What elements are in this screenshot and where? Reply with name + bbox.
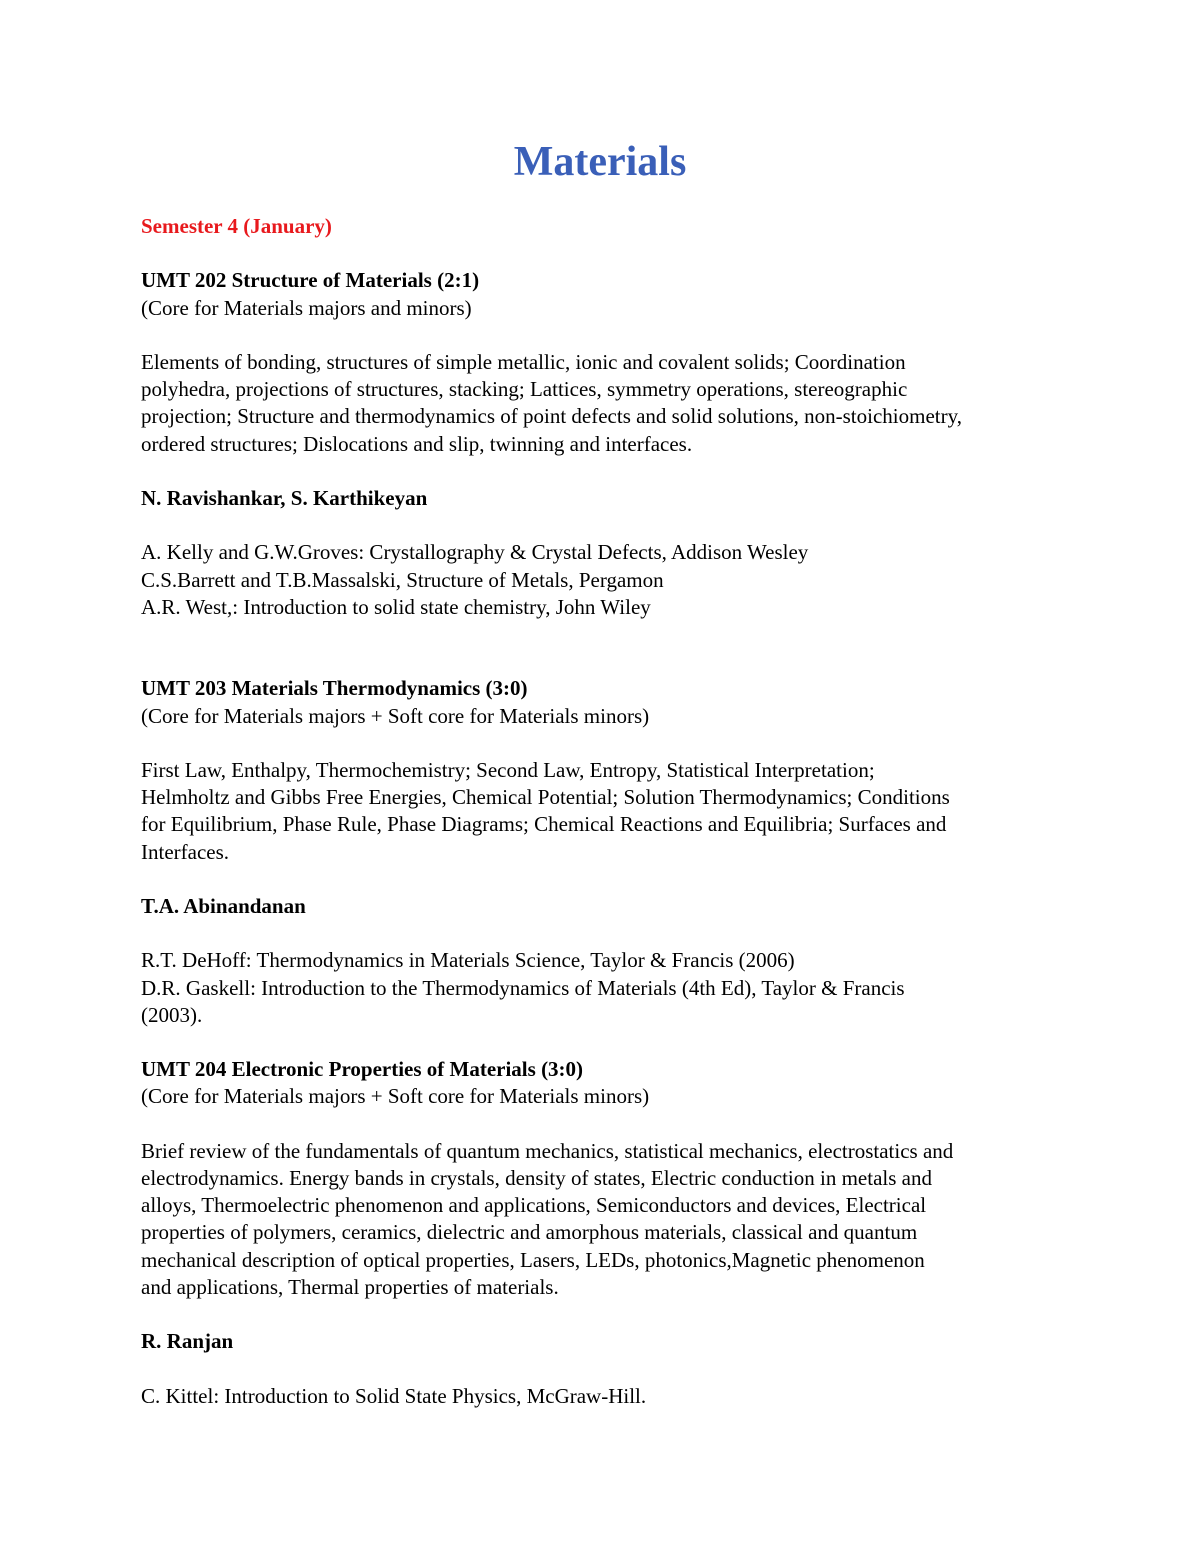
- course-description-line: Brief review of the fundamentals of quantum mechanics, statistical mechanics, electrostatics and: [141, 1138, 954, 1163]
- course-description-line: Elements of bonding, structures of simple metallic, ionic and covalent solids; Coordination: [141, 349, 906, 374]
- reference-item: C. Kittel: Introduction to Solid State Physics, McGraw-Hill.: [141, 1383, 647, 1408]
- course-description-line: polyhedra, projections of structures, stacking; Lattices, symmetry operations, stereographic: [141, 377, 908, 402]
- course-title: UMT 202 Structure of Materials (2:1): [141, 268, 480, 293]
- course-description-line: mechanical description of optical properties, Lasers, LEDs, photonics,Magnetic phenomenon: [141, 1247, 925, 1272]
- page-title: Materials: [513, 139, 687, 185]
- course-description-line: electrodynamics. Energy bands in crystals, density of states, Electric conduction in metals and: [141, 1165, 932, 1190]
- course-description-line: for Equilibrium, Phase Rule, Phase Diagrams; Chemical Reactions and Equilibria; Surfaces and: [141, 812, 947, 837]
- course-instructors: N. Ravishankar, S. Karthikeyan: [141, 485, 428, 510]
- reference-item: A. Kelly and G.W.Groves: Crystallography & Crystal Defects, Addison Wesley: [141, 540, 809, 565]
- course-umt-203: [141, 675, 1081, 1029]
- course-description-line: projection; Structure and thermodynamics of point defects and solid solutions, non-stoichiometry,: [141, 404, 962, 429]
- course-title: UMT 203 Materials Thermodynamics (3:0): [141, 676, 528, 701]
- course-instructors: R. Ranjan: [141, 1329, 234, 1354]
- semester-heading: Semester 4 (January): [141, 214, 332, 238]
- course-category: (Core for Materials majors + Soft core for Materials minors): [141, 703, 650, 728]
- course-description-line: Interfaces.: [141, 839, 230, 864]
- course-category: (Core for Materials majors and minors): [141, 295, 472, 320]
- course-description-line: Helmholtz and Gibbs Free Energies, Chemical Potential; Solution Thermodynamics; Conditions: [141, 785, 950, 810]
- course-umt-204: [141, 1056, 1081, 1410]
- reference-item: D.R. Gaskell: Introduction to the Thermodynamics of Materials (4th Ed), Taylor & Francis: [141, 975, 905, 1000]
- course-description-line: and applications, Thermal properties of materials.: [141, 1274, 559, 1299]
- reference-item: R.T. DeHoff: Thermodynamics in Materials Science, Taylor & Francis (2006): [141, 948, 795, 973]
- course-description-line: alloys, Thermoelectric phenomenon and applications, Semiconductors and devices, Electrical: [141, 1193, 927, 1218]
- course-category: (Core for Materials majors + Soft core for Materials minors): [141, 1084, 650, 1109]
- course-umt-202: [141, 267, 1081, 621]
- reference-item: C.S.Barrett and T.B.Massalski, Structure of Metals, Pergamon: [141, 567, 664, 592]
- document-body: [141, 213, 1081, 1410]
- reference-item: (2003).: [141, 1002, 203, 1027]
- course-description-line: First Law, Enthalpy, Thermochemistry; Second Law, Entropy, Statistical Interpretation;: [141, 757, 875, 782]
- course-description-line: ordered structures; Dislocations and slip, twinning and interfaces.: [141, 431, 693, 456]
- reference-item: A.R. West,: Introduction to solid state chemistry, John Wiley: [141, 594, 651, 619]
- course-instructors: T.A. Abinandanan: [141, 893, 306, 918]
- course-title: UMT 204 Electronic Properties of Materials (3:0): [141, 1057, 584, 1082]
- course-description-line: properties of polymers, ceramics, dielectric and amorphous materials, classical and quantum: [141, 1220, 918, 1245]
